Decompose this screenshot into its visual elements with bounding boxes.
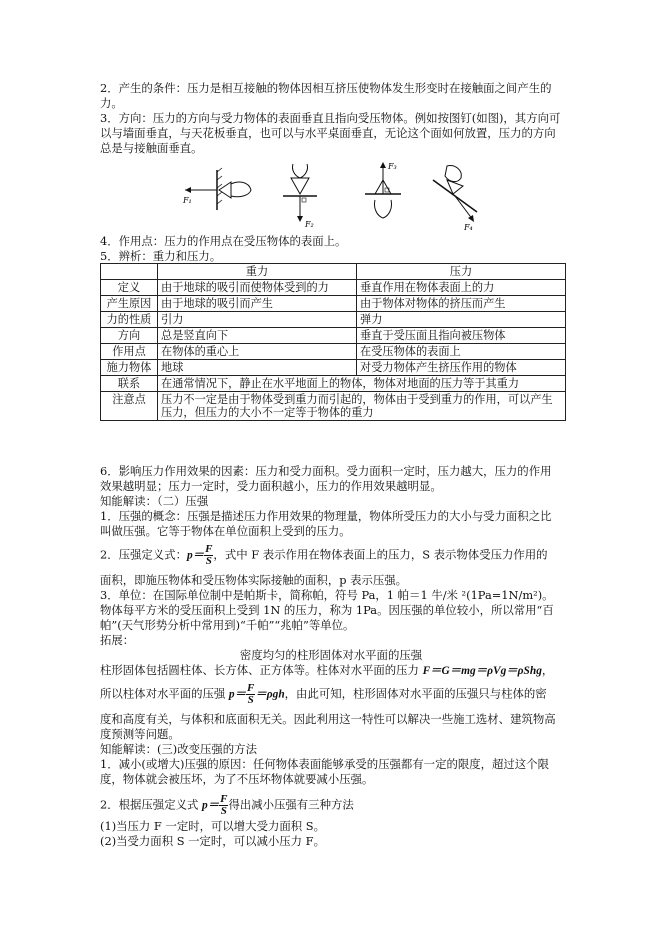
table-cell-key: 联系 bbox=[101, 376, 158, 392]
table-cell-key: 力的性质 bbox=[101, 312, 158, 328]
methods-formula-lhs: p＝ bbox=[202, 799, 220, 812]
table-row bbox=[101, 360, 566, 376]
formula-explanation: ，式中 F 表示作用在物体表面上的压力，S 表示物体受压力作用的 bbox=[213, 547, 548, 562]
formula-denominator: S bbox=[247, 694, 254, 706]
label-f4: F₄ bbox=[464, 223, 473, 232]
paragraph-pressure-concept: 1．压强的概念：压强是描述压力作用效果的物理量，物体所受压力的大小与受力面积之比叫做压强。它等于物体在单位面积上受到的压力。 bbox=[100, 509, 552, 538]
table-cell: 在受压物体的表面上 bbox=[357, 344, 566, 360]
label-f2: F₂ bbox=[305, 220, 314, 229]
table-cell: 地球 bbox=[158, 360, 357, 376]
paragraph-unit: 3．单位：在国际单位制中是帕斯卡，简称帕，符号 Pa，1 帕＝1 牛/米 ²(1Pa=1N/m²)。物体每平方米的受压面积上受到 1N 的压力，称为 1Pa。因压强的单位较小，所以常用“百帕”(天气形势分析中常用到)“千帕”“兆帕”等单位。 bbox=[100, 588, 554, 632]
paragraph-reason: 1．减小(或增大)压强的原因：任何物体表面能够承受的压强都有一定的限度，超过这个限度，物体就会被压坏，为了不压坏物体就要减小压强。 bbox=[100, 757, 549, 786]
gravity-pressure-table bbox=[100, 263, 566, 421]
thumbtack-force-figure bbox=[175, 160, 485, 232]
extension-label: 拓展： bbox=[100, 633, 135, 647]
table-cell-key: 作用点 bbox=[101, 344, 158, 360]
formula-intro: 2．压强定义式： bbox=[100, 547, 187, 562]
table-cell: 弹力 bbox=[357, 312, 566, 328]
figure-table bbox=[365, 162, 401, 218]
table-cell-key: 产生原因 bbox=[101, 296, 158, 312]
formula-lhs: p＝ bbox=[186, 549, 205, 562]
table-cell: 由于地球的吸引而使物体受到的力 bbox=[158, 280, 357, 296]
section-title-change-pressure: 知能解读：(三)改变压强的方法 bbox=[100, 742, 257, 756]
table-cell-key: 定义 bbox=[101, 280, 158, 296]
formula-numerator: F bbox=[205, 543, 213, 555]
column-pressure-fraction bbox=[246, 683, 255, 706]
table-row bbox=[101, 296, 566, 312]
table-cell: 压力不一定是由于物体受到重力而引起的，物体由于受到重力的作用，可以产生压力，但压力的大小不一定等于物体的重力 bbox=[158, 392, 566, 421]
paragraph-factors: 6．影响压力作用效果的因素：压力和受力面积。受力面积一定时，压力越大，压力的作用效果越明显；压力一定时，受力面积越小，压力的作用效果越明显。 bbox=[100, 464, 552, 493]
table-row-note bbox=[101, 392, 566, 421]
table-header-cell bbox=[101, 264, 158, 280]
table-header-row bbox=[101, 264, 566, 280]
formula-denominator: S bbox=[205, 555, 212, 567]
table-cell: 垂直于受压面且指向被压物体 bbox=[357, 328, 566, 344]
paragraph-comparison: 5．辨析：重力和压力。 bbox=[100, 249, 222, 263]
paragraph-point-of-action: 4．作用点：压力的作用点在受压物体的表面上。 bbox=[100, 234, 347, 248]
column-force-text: 柱形固体包括圆柱体、长方体、正方体等。柱体对水平面的压力 bbox=[100, 663, 423, 677]
label-f3: F₃ bbox=[388, 162, 397, 171]
table-row bbox=[101, 344, 566, 360]
table-cell: 在物体的重心上 bbox=[158, 344, 357, 360]
table-cell: 垂直作用在物体表面上的力 bbox=[357, 280, 566, 296]
column-pressure-text: 所以柱体对水平面的压强 bbox=[100, 686, 229, 701]
figure-incline bbox=[433, 166, 477, 232]
table-row-link bbox=[101, 376, 566, 392]
table-cell-key: 方向 bbox=[101, 328, 158, 344]
formula-numerator: F bbox=[247, 682, 255, 694]
section-title-pressure: 知能解读：（二）压强 bbox=[100, 494, 209, 508]
table-header-cell: 重力 bbox=[158, 264, 357, 280]
column-force-formula: F＝G＝mg＝ρVg＝ρShg bbox=[422, 665, 542, 677]
table-cell: 由于地球的吸引而产生 bbox=[158, 296, 357, 312]
methods-intro-text: 2．根据压强定义式 bbox=[100, 797, 202, 812]
paragraph-methods-intro bbox=[100, 794, 562, 817]
column-pressure-rhs: ＝ρgh bbox=[255, 688, 285, 701]
methods-intro-end: 得出减小压强有三种方法 bbox=[228, 797, 354, 812]
table-row bbox=[101, 312, 566, 328]
method-2: (2)当受力面积 S 一定时，可以减小压力 F。 bbox=[100, 834, 325, 848]
table-cell: 总是竖直向下 bbox=[158, 328, 357, 344]
figure-wall bbox=[182, 168, 251, 210]
paragraph-formula-line2: 面积，即施压物体和受压物体实际接触的面积，p 表示压强。 bbox=[100, 573, 408, 587]
paragraph-column-pressure bbox=[100, 683, 562, 706]
column-force-end: ， bbox=[541, 663, 554, 677]
table-row bbox=[101, 328, 566, 344]
extension-title: 密度均匀的柱形固体对水平面的压强 bbox=[239, 648, 423, 662]
table-cell: 在通常情况下，静止在水平地面上的物体，物体对地面的压力等于其重力 bbox=[158, 376, 566, 392]
figure-ceiling bbox=[283, 164, 317, 229]
paragraph-pressure-formula bbox=[100, 544, 562, 567]
method-1: (1)当压力 F 一定时，可以增大受力面积 S。 bbox=[100, 819, 325, 833]
formula-denominator: S bbox=[220, 805, 227, 817]
table-cell: 对受力物体产生挤压作用的物体 bbox=[357, 360, 566, 376]
table-cell-key: 注意点 bbox=[101, 392, 158, 421]
table-cell: 由于物体对物体的挤压而产生 bbox=[357, 296, 566, 312]
table-row bbox=[101, 280, 566, 296]
table-cell-key: 施力物体 bbox=[101, 360, 158, 376]
table-cell: 引力 bbox=[158, 312, 357, 328]
paragraph-conditions: 2．产生的条件：压力是相互接触的物体因相互挤压使物体发生形变时在接触面之间产生的力。 bbox=[100, 81, 552, 110]
label-f1: F₁ bbox=[183, 196, 192, 205]
formula-numerator: F bbox=[220, 793, 228, 805]
paragraph-direction: 3．方向：压力的方向与受力物体的表面垂直且指向受压物体。例如按图钉(如图)，其方向可以与墙面垂直，与天花板垂直，也可以与水平桌面垂直，无论这个面如何放置，压力的方向总是与接触面垂直。 bbox=[100, 111, 561, 155]
column-pressure-lhs: p＝ bbox=[228, 688, 247, 701]
table-header-cell: 压力 bbox=[357, 264, 566, 280]
column-pressure-explanation: ，由此可知，柱形固体对水平面的压强只与柱体的密 bbox=[284, 686, 547, 701]
paragraph-column-conclusion: 度和高度有关，与体积和底面积无关。因此利用这一特性可以解决一些施工选材、建筑物高度预测等问题。 bbox=[100, 712, 556, 741]
paragraph-column-force bbox=[100, 663, 562, 679]
